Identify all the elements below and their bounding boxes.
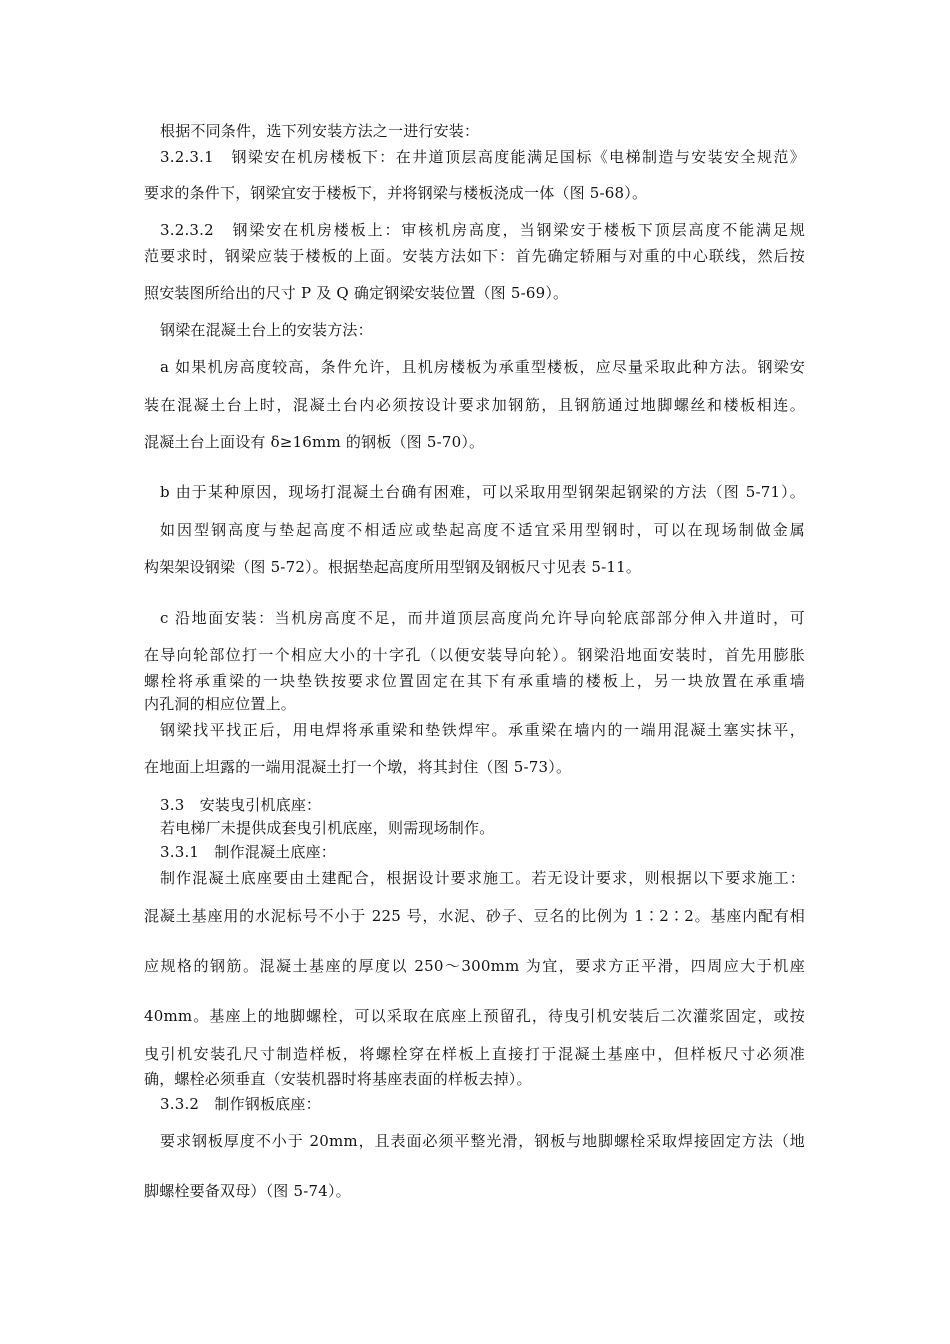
item-b-line: b 由于某种原因，现场打混凝土台确有困难，可以采取用型钢架起钢梁的方法（图 5-71）。 <box>160 483 805 501</box>
section-3-2-3-1-line: 3.2.3.1 钢梁安在机房楼板下：在井道顶层高度能满足国标《电梯制造与安装安全规范》 <box>160 148 805 166</box>
body-line: 范要求时，钢梁应装于楼板的上面。安装方法如下：首先确定轿厢与对重的中心联线，然后按 <box>144 247 805 265</box>
section-3-2-3-2-line: 3.2.3.2 钢梁安在机房楼板上：审核机房高度，当钢梁安于楼板下顶层高度不能满足规 <box>160 221 805 239</box>
body-line: 钢梁找平找正后，用电焊将承重梁和垫铁焊牢。承重梁在墙内的一端用混凝土塞实抹平， <box>160 721 805 739</box>
body-line: 若电梯厂未提供成套曳引机底座，则需现场制作。 <box>160 819 495 837</box>
body-line: 在地面上坦露的一端用混凝土打一个墩，将其封住（图 5-73）。 <box>144 758 572 776</box>
section-3-3-1-heading: 3.3.1 制作混凝土底座： <box>160 843 336 861</box>
body-line: 应规格的钢筋。混凝土基座的厚度以 250～300mm 为宜，要求方正平滑，四周应大于机座 <box>144 957 805 975</box>
body-line: 装在混凝土台上时，混凝土台内必须按设计要求加钢筋，且钢筋通过地脚螺丝和楼板相连。 <box>144 396 805 414</box>
body-line: 40mm。基座上的地脚螺栓，可以采取在底座上预留孔，待曳引机安装后二次灌浆固定，或按 <box>144 1007 805 1025</box>
body-line: 照安装图所给出的尺寸 P 及 Q 确定钢梁安装位置（图 5-69）。 <box>144 284 569 302</box>
item-a-line: a 如果机房高度较高，条件允许，且机房楼板为承重型楼板，应尽量采取此种方法。钢梁安 <box>160 358 805 376</box>
subheading-line: 钢梁在混凝土台上的安装方法： <box>160 321 373 339</box>
item-c-line: c 沿地面安装：当机房高度不足，而井道顶层高度尚允许导向轮底部部分伸入井道时，可 <box>160 609 805 627</box>
body-line: 脚螺栓要备双母）（图 5-74）。 <box>144 1182 351 1200</box>
body-line: 如因型钢高度与垫起高度不相适应或垫起高度不适宜采用型钢时，可以在现场制做金属 <box>160 521 805 539</box>
body-line: 混凝土基座用的水泥标号不小于 225 号，水泥、砂子、豆名的比例为 1∶2∶2。基座内配有相 <box>144 907 805 925</box>
body-line: 内孔洞的相应位置上。 <box>144 695 297 713</box>
body-line: 要求的条件下，钢梁宜安于楼板下，并将钢梁与楼板浇成一体（图 5-68）。 <box>144 184 648 202</box>
body-line: 制作混凝土底座要由土建配合，根据设计要求施工。若无设计要求，则根据以下要求施工： <box>160 869 805 887</box>
body-line: 混凝土台上面设有 δ≥16mm 的钢板（图 5-70）。 <box>144 433 485 451</box>
body-line: 确，螺栓必须垂直（安装机器时将基座表面的样板去掉）。 <box>144 1070 532 1088</box>
body-line: 在导向轮部位打一个相应大小的十字孔（以便安装导向轮）。钢梁沿地面安装时，首先用膨胀 <box>144 646 805 664</box>
body-line: 构架架设钢梁（图 5-72）。根据垫起高度所用型钢及钢板尺寸见表 5-11。 <box>144 558 642 576</box>
intro-line: 根据不同条件，选下列安装方法之一进行安装： <box>160 122 480 140</box>
body-line: 要求钢板厚度不小于 20mm，且表面必须平整光滑，钢板与地脚螺栓采取焊接固定方法（地 <box>160 1132 805 1150</box>
section-3-3-2-heading: 3.3.2 制作钢板底座： <box>160 1095 321 1113</box>
section-3-3-heading: 3.3 安装曳引机底座： <box>160 796 322 814</box>
body-line: 曳引机安装孔尺寸制造样板，将螺栓穿在样板上直接打于混凝土基座中，但样板尺寸必须准 <box>144 1045 805 1063</box>
body-line: 螺栓将承重梁的一块垫铁按要求位置固定在其下有承重墙的楼板上，另一块放置在承重墙 <box>144 672 805 690</box>
